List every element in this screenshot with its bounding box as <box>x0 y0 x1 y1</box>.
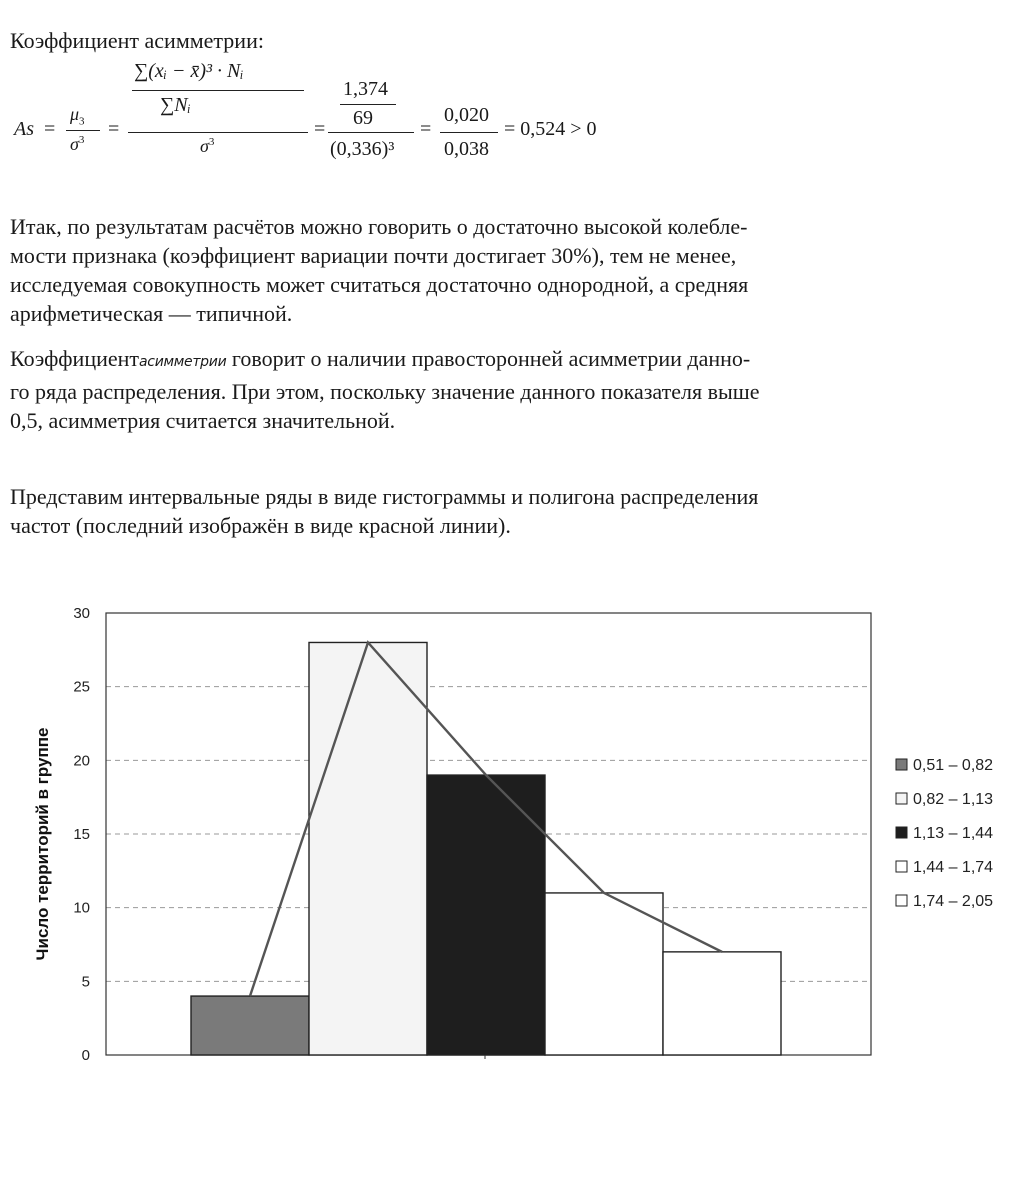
formula-eq-1: = <box>44 118 56 140</box>
formula-eq-2: = <box>108 118 120 140</box>
legend-swatch <box>896 759 907 770</box>
fraction-line-4 <box>328 132 414 133</box>
paragraph-line: го ряда распределения. При этом, поскольку значение данного показателя выше <box>10 379 760 404</box>
y-tick-label: 5 <box>81 973 90 991</box>
formula-num-value: 1,374 <box>343 78 388 100</box>
fraction-line-inner <box>132 90 304 91</box>
paragraph-line: исследуемая совокупность может считаться достаточно однородной, а средняя <box>10 272 749 297</box>
paragraph-variation <box>10 212 1020 328</box>
legend-swatch <box>896 793 907 804</box>
text-segment: говорит о наличии правосторонней асимметрии данно- <box>226 346 751 371</box>
y-tick-label: 20 <box>73 752 90 770</box>
fraction-line-3 <box>340 104 396 105</box>
fraction-line-2 <box>128 132 308 133</box>
asymmetry-formula <box>10 60 710 180</box>
y-axis-label: Число территорий в группе <box>33 727 52 961</box>
paragraph-line: 0,5, асимметрия считается значительной. <box>10 408 396 433</box>
legend-entry-label: 0,82 – 1,13 <box>913 791 994 808</box>
paragraph-line: Итак, по результатам расчётов можно говорить о достаточно высокой колебле- <box>10 214 748 239</box>
paragraph-asymmetry <box>10 344 1020 435</box>
legend-entry-label: 1,44 – 1,74 <box>913 859 994 876</box>
legend-entry-label: 0,51 – 0,82 <box>913 757 994 774</box>
heading-asymmetry: Коэффициент асимметрии: <box>10 28 264 53</box>
formula-sigma: $\sigma^3$ <box>70 134 85 154</box>
y-tick-label: 25 <box>73 678 90 696</box>
formula-ratio-den: 0,038 <box>444 138 489 160</box>
legend-entry-label: 1,13 – 1,44 <box>913 825 994 842</box>
histogram-bar <box>191 996 309 1055</box>
formula-sum-denominator: ∑Nᵢ <box>160 94 191 116</box>
legend-swatch <box>896 861 907 872</box>
paragraph-line: арифметическая — типичной. <box>10 301 293 326</box>
formula-sum-numerator: ∑(xᵢ − x̄)³ · Nᵢ <box>134 60 244 82</box>
legend-swatch <box>896 827 907 838</box>
formula-sd-value: (0,336)³ <box>330 138 395 160</box>
histogram-bar <box>309 642 427 1055</box>
text-segment: Коэффициент <box>10 346 140 371</box>
formula-ratio-num: 0,020 <box>444 104 489 126</box>
paragraph-histogram-intro <box>10 482 1020 540</box>
formula-lhs: As <box>14 118 34 140</box>
fraction-line-1 <box>66 130 100 131</box>
y-tick-label: 0 <box>81 1047 90 1064</box>
legend-entry-label: 1,74 – 2,05 <box>913 893 994 910</box>
chart-legend <box>896 757 993 910</box>
histogram-bar <box>663 952 781 1055</box>
histogram-chart <box>0 575 1033 1085</box>
formula-sigma-2: $\sigma^3$ <box>200 136 215 156</box>
formula-eq-4: = <box>420 118 432 140</box>
y-tick-label: 30 <box>73 605 90 622</box>
paragraph-line: частот (последний изображён в виде красной линии). <box>10 513 511 538</box>
paragraph-line: мости признака (коэффициент вариации почти достигает 30%), тем не менее, <box>10 243 737 268</box>
handwritten-word: асимметрии <box>139 354 227 370</box>
fraction-line-5 <box>440 132 498 133</box>
formula-mu: $\mu_3$ <box>70 104 85 128</box>
formula-result: = 0,524 > 0 <box>504 118 597 140</box>
legend-swatch <box>896 895 907 906</box>
y-tick-label: 10 <box>73 899 90 917</box>
paragraph-line <box>10 344 1020 377</box>
histogram-bar <box>545 893 663 1055</box>
formula-eq-3: = <box>314 118 326 140</box>
formula-count-value: 69 <box>353 107 373 129</box>
paragraph-line: Представим интервальные ряды в виде гистограммы и полигона распределения <box>10 484 759 509</box>
y-tick-label: 15 <box>73 826 90 843</box>
